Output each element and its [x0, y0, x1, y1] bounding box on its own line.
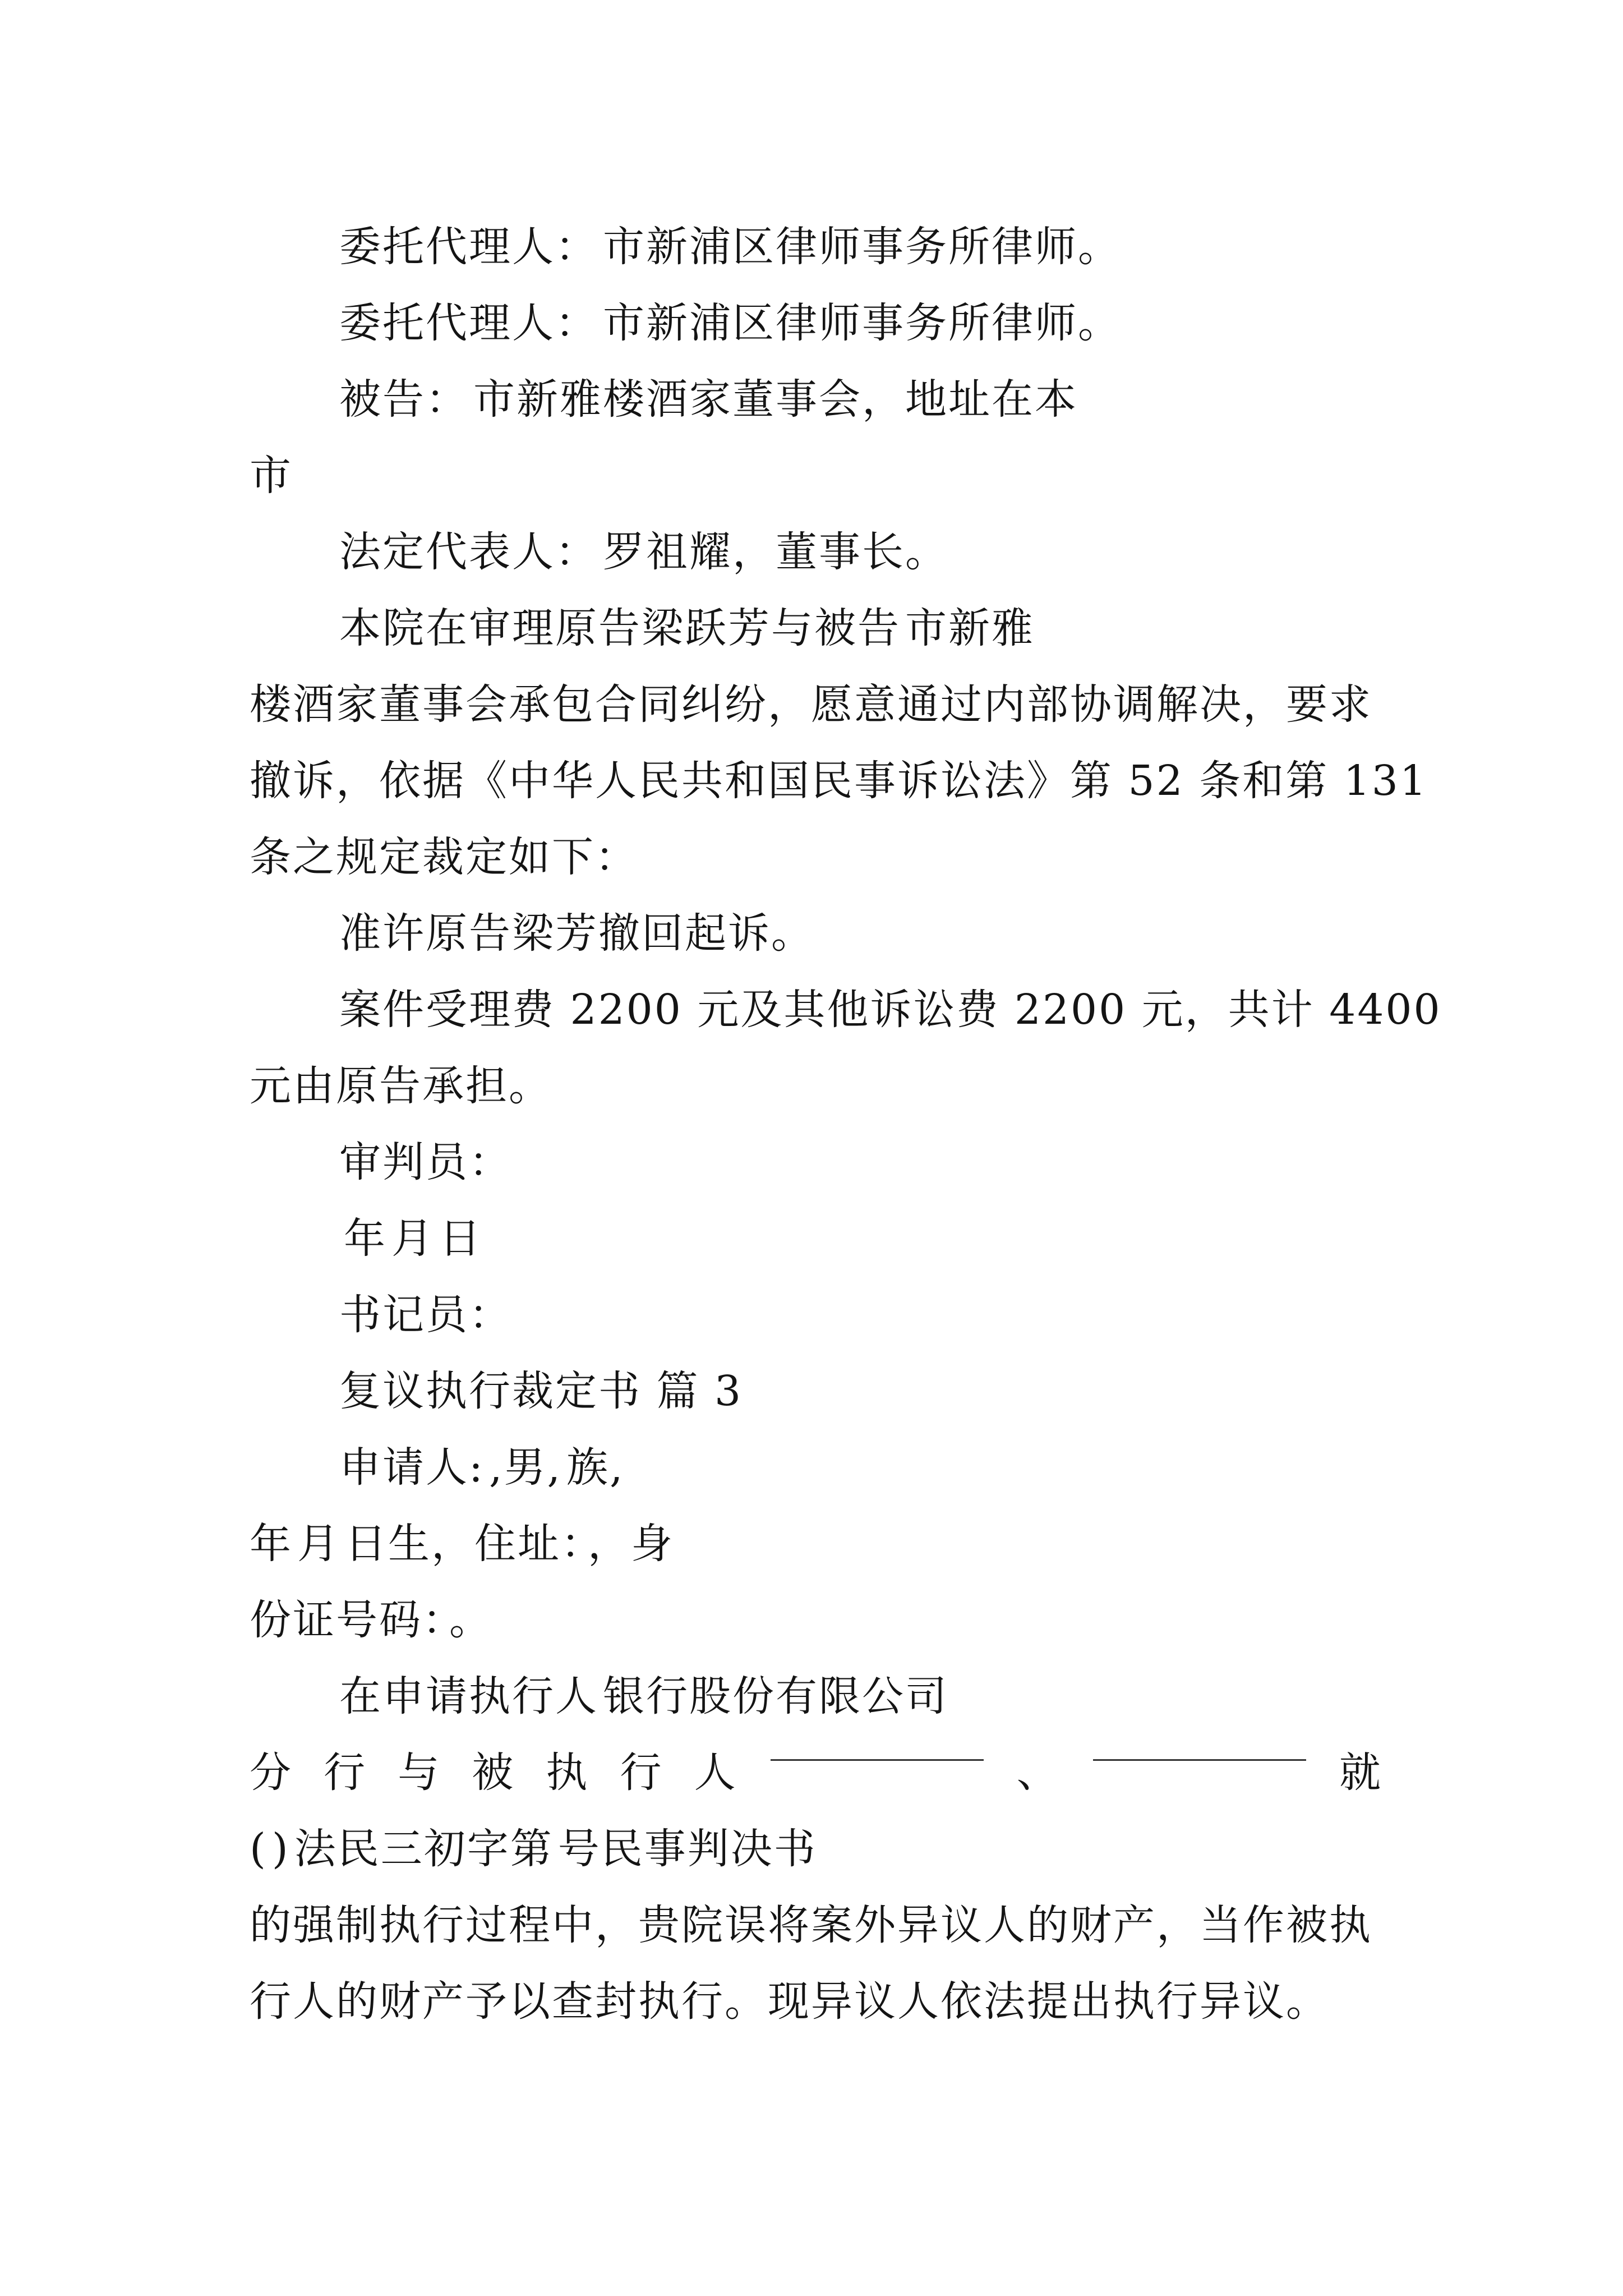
clerk-line — [339, 1277, 1472, 1353]
text: 法民三初字第 — [294, 1825, 554, 1873]
body-line-2 — [250, 1734, 1382, 1811]
year-label: 年 — [344, 1214, 387, 1263]
text: 元由原告承担。 — [250, 1062, 552, 1110]
defendant-label: 被告： — [339, 375, 469, 424]
body-line-3 — [250, 1811, 1382, 1887]
text: 市 — [250, 452, 293, 500]
text: 行人的财产予以查封执行。现异议人依法提出执行异议。 — [250, 1977, 1329, 2026]
agent-line-1 — [339, 209, 1472, 285]
agent-firm: 市新浦区律师事务所律师。 — [603, 299, 1121, 347]
text: 月 — [297, 1520, 340, 1568]
text: 号民事判决书 — [557, 1825, 817, 1873]
text: 市新雅 — [905, 604, 1035, 652]
text: 日生，住址： — [345, 1520, 583, 1568]
text: ) — [271, 1825, 290, 1873]
court-paragraph-line-2 — [250, 666, 1382, 743]
applicant-line-2 — [250, 1506, 1382, 1582]
char: 行 — [620, 1749, 663, 1797]
body-line-4 — [250, 1887, 1382, 1963]
char: 与 — [398, 1749, 441, 1797]
agent-label: 委托代理人： — [339, 299, 598, 347]
char: 行 — [324, 1749, 367, 1797]
legal-rep-label: 法定代表人： — [339, 528, 598, 576]
month-label: 月 — [391, 1214, 435, 1263]
text: 复议执行裁定书 篇 3 — [339, 1367, 743, 1415]
body-line-5 — [250, 1963, 1382, 2040]
blank-field — [1093, 1734, 1306, 1761]
char: 就 — [1339, 1749, 1382, 1797]
text: 楼酒家董事会承包合同纠纷，愿意通过内部协调解决，要求 — [250, 680, 1372, 729]
text: 份证号码： — [250, 1596, 445, 1644]
text: 年 — [250, 1520, 293, 1568]
text: 准许原告梁芳撤回起诉。 — [339, 909, 814, 958]
defendant-continuation — [250, 438, 1382, 514]
agent-label: 委托代理人： — [339, 223, 598, 271]
text: 的强制执行过程中，贵院误将案外异议人的财产，当作被执 — [250, 1901, 1372, 1949]
text: 撤诉，依据《中华人民共和国民事诉讼法》第 52 条和第 131 — [250, 757, 1428, 805]
char: 、 — [1016, 1749, 1060, 1797]
char: 人 — [694, 1749, 737, 1797]
text: 在申请执行人 — [339, 1672, 598, 1720]
judge-label: 审判员： — [339, 1138, 512, 1186]
text: 条之规定裁定如下： — [250, 833, 638, 881]
clerk-label: 书记员： — [339, 1291, 512, 1339]
applicant-label: 申请人: — [339, 1443, 485, 1492]
court-paragraph-line-3 — [250, 743, 1428, 819]
date-line — [339, 1200, 1472, 1277]
defendant-name: 市新雅楼酒家董事会，地址在本 — [473, 375, 1078, 424]
legal-rep-name: 罗祖耀，董事长。 — [603, 528, 948, 576]
char: 分 — [250, 1749, 293, 1797]
text: 本院在审理原告梁跃芳与被告 — [339, 604, 901, 652]
judge-line — [339, 1124, 1472, 1200]
blank-field — [771, 1734, 984, 1761]
text: 族, — [566, 1443, 625, 1492]
agent-firm: 市新浦区律师事务所律师。 — [603, 223, 1121, 271]
fees-line-2 — [250, 1048, 1382, 1124]
char: 被 — [472, 1749, 515, 1797]
applicant-line-3 — [250, 1582, 1382, 1658]
ruling-line — [339, 895, 1472, 972]
text: 。 — [449, 1596, 492, 1644]
body-line-1 — [339, 1658, 1472, 1734]
text: ，身 — [588, 1520, 674, 1568]
fees-line-1 — [339, 972, 1472, 1048]
text: ( — [250, 1825, 268, 1873]
legal-rep-line — [339, 514, 1472, 590]
court-paragraph-line-1 — [339, 590, 1472, 666]
char: 执 — [546, 1749, 589, 1797]
agent-line-2 — [339, 285, 1472, 361]
text: 银行股份有限公司 — [603, 1672, 948, 1720]
applicant-line-1 — [339, 1429, 1472, 1506]
defendant-line — [339, 361, 1472, 438]
text: ,男, — [488, 1443, 562, 1492]
text: 案件受理费 2200 元及其他诉讼费 2200 元，共计 4400 — [339, 986, 1442, 1034]
court-paragraph-line-4 — [250, 819, 1382, 895]
day-label: 日 — [439, 1214, 482, 1263]
section-title — [339, 1353, 1472, 1429]
